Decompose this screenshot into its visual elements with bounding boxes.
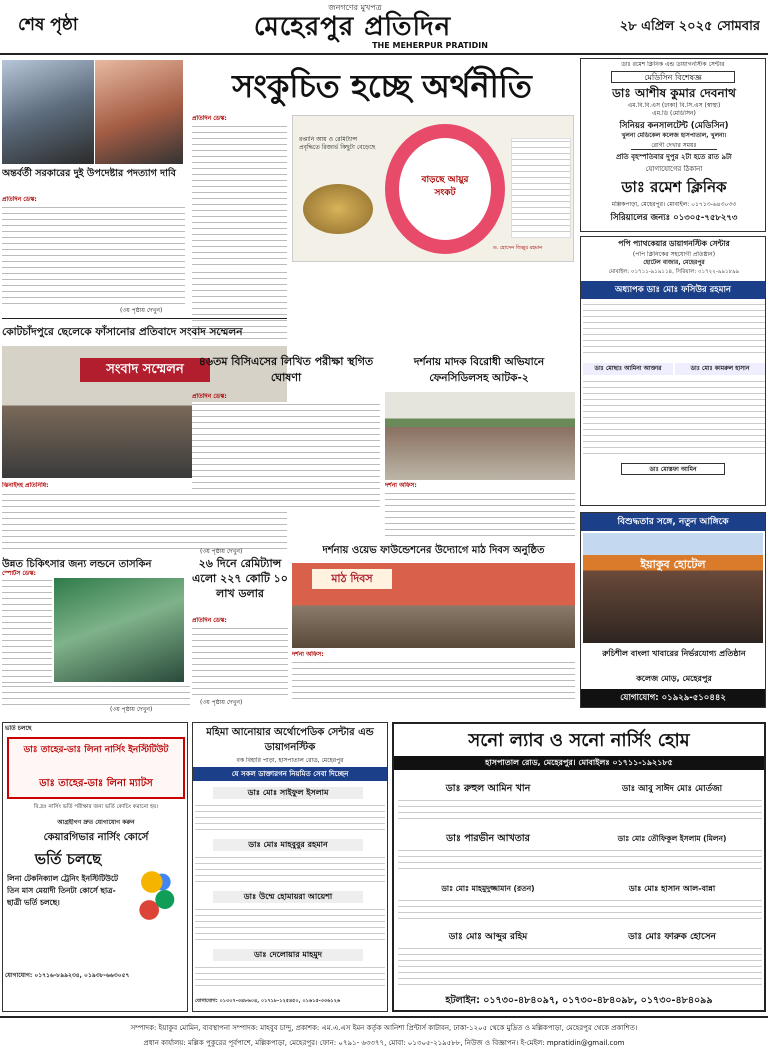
newspaper-name-en: THE MEHERPUR PRATIDIN (372, 41, 488, 50)
infographic-left-text: রপ্তানি আয় ও রেমিট্যান্স প্রবৃদ্ধিতে রিজার্ভ কিছুটা বেড়েছে (299, 136, 376, 151)
ad-medicine-visit: রোগী দেখার সময়ঃ (631, 142, 717, 150)
lead-infographic (292, 115, 574, 262)
infographic-quote-box (511, 138, 571, 238)
lead-dateline: প্রতিদিন ডেস্ক: (192, 115, 227, 122)
story6-body (192, 626, 288, 698)
ad-nursing-course: কেয়ারগিভার নার্সিং কোর্সে (43, 832, 149, 843)
ad-medicine-time: প্রতি বৃহস্পতিবার দুপুর ২টা হতে রাত ৯টা (616, 153, 732, 161)
ad-sono-doc8: ডাঃ মোঃ ফারুক হোসেন (628, 932, 716, 942)
ad-medicine (580, 58, 766, 232)
story5-photo (54, 578, 184, 682)
ad-sono-body4 (398, 946, 762, 988)
ad-hotel-sign: ইয়াকুব হোটেল (640, 558, 706, 571)
story2-jump: (৩য় পৃষ্ঠায় দেখুন) (200, 548, 243, 555)
ad-popular-doc1: ডাঃ মোছাঃ আমিনা আক্তার (583, 363, 673, 375)
ad-popular-title: পপি প্যাথকেয়ার ডায়াগনস্টিক সেন্টার (618, 239, 730, 248)
story6-jump: (৩য় পৃষ্ঠায় দেখুন) (200, 699, 243, 706)
ad-nursing-label: ভর্তি চলছে (5, 725, 32, 732)
ad-medicine-specialty: মেডিসিন বিশেষজ্ঞ (611, 71, 735, 83)
ad-sono-doc4: ডাঃ মোঃ তৌফিকুল ইসলাম (মিলন) (617, 834, 727, 843)
story7-photo-banner: মাঠ দিবস (312, 569, 392, 589)
story5-jump: (৩য় পৃষ্ঠায় দেখুন) (110, 706, 153, 713)
story2-dateline: ঝিনাইদহ প্রতিনিধি: (2, 482, 49, 489)
ad-popular-phone: মোবাইল: ০১৭১১-৯১৯১১৪, সিরিয়াল: ০১৭২২-৯৯১৮৯৯ (608, 269, 740, 275)
advisor-photo-right (95, 60, 183, 164)
ad-sono-doc7: ডাঃ মোঃ আব্দুর রহিম (448, 932, 528, 942)
ad-sono-title: সনো ল্যাব ও সনো নার্সিং হোম (468, 730, 690, 751)
ad-popular-doc2: ডাঃ মোঃ কামরুল হাসান (675, 363, 765, 375)
ad-nursing-title2: ডাঃ তাহের-ডাঃ লিনা ম্যাটস (39, 778, 153, 789)
story4-photo (385, 392, 575, 480)
ad-sono-doc2: ডাঃ আবু সাঈদ মোঃ মোর্তজা (621, 784, 723, 794)
ad-nursing-line: বি.দ্রঃ নার্সিং ভর্তি পরীক্ষার জন্য ভর্তি কোচিং করানো হয়। (33, 804, 159, 810)
ad-medicine-degree: এম.বি.বি.এস (ঢাকা) বি.সি.এস (স্বাস্থ্য) (627, 102, 721, 109)
ad-sono-address: হাসপাতাল রোড, মেহেরপুর। মোবাইলঃ ০১৭১১-১৯২১৮৫ (394, 756, 764, 770)
lead-headline: সংকুচিত হচ্ছে অর্থনীতি (232, 67, 532, 105)
story3-dateline: প্রতিদিন ডেস্ক: (192, 393, 227, 400)
advisor-photo-left (2, 60, 94, 164)
ad-mohima-doc2: ডাঃ মোঃ মাহবুবুর রহমান (213, 839, 363, 851)
ad-popular-doctor-banner (581, 281, 765, 299)
ad-medicine-clinic: ডাঃ রমেশ ক্লিনিক (621, 178, 727, 196)
lead-body-bottom (292, 266, 574, 348)
ad-sono-doc5: ডাঃ মোঃ মাহমুদুজ্জামান (রতন) (441, 884, 535, 893)
ad-sono-body1 (398, 798, 762, 820)
infographic-center: বাড়ছে আয়ুর সংকট (421, 175, 469, 198)
ad-sono-doc1: ডাঃ রুহুল আমিন খান (445, 783, 531, 794)
story2-photo-banner: সংবাদ সম্মেলন (80, 358, 210, 382)
ad-nursing-title-box (7, 737, 185, 799)
ad-sono (392, 722, 766, 1012)
story7-photo (292, 563, 575, 648)
story5-dateline: স্পোর্টস ডেস্ক: (2, 570, 36, 577)
ad-hotel-location: কলেজ মোড়, মেহেরপুর (636, 674, 712, 683)
footer (0, 1016, 768, 1053)
ad-sono-doc3: ডাঃ পারভীন আখতার (446, 833, 530, 844)
lead-body-col1 (192, 124, 287, 267)
ad-medicine-top: ডাঃ রমেশ ক্লিনিক এন্ড ডায়াগনস্টিক সেন্টার (621, 61, 725, 68)
ad-hotel-tag: রুচিশীল বাংলা খাবারের নির্ভরযোগ্য প্রতিষ্ঠান (602, 649, 746, 658)
ad-sono-body3 (398, 898, 762, 920)
masthead-tagline: জনগণের মুখপত্র (328, 3, 382, 12)
infographic-note: ড. হোসেন জিল্লুর রহমান (493, 245, 543, 251)
ad-mohima-body3 (195, 907, 385, 943)
ad-mohima-phone: যোগাযোগ: ০১৩০৭-৩৪৮৬০৪, ০১৭১৮-১২৫৪৫০, ০১৬১৫-৩৩৬১২৬ (195, 998, 341, 1004)
ad-sono-hotline: হটলাইন: ০১৭৩০-৪৮৪০৯৭, ০১৭৩০-৪৮৪০৯৮, ০১৭৩০-৪৮৪০৯৯ (445, 995, 713, 1006)
ad-medicine-post: সিনিয়র কনসালটেন্ট (মেডিসিন) (619, 121, 729, 131)
ad-mohima-doc3: ডাঃ উম্মে হোমায়রা আয়েশা (213, 891, 363, 903)
issue-date: ২৮ এপ্রিল ২০২৫ সোমবার (619, 19, 760, 34)
story6-headline: ২৬ দিনে রেমিট্যান্স এলো ২২৭ কোটি ১০ লাখ ডলার (192, 557, 288, 600)
ad-medicine-degree2: এম.ডি (মেডিসিন) (652, 110, 696, 117)
story7-body (292, 660, 575, 702)
masthead (0, 0, 768, 55)
ad-nursing-logo (131, 861, 183, 931)
ad-sono-body2 (398, 848, 762, 870)
ad-nursing-title1: ডাঃ তাহের-ডাঃ লিনা নার্সিং ইনস্টিটিউট (23, 745, 169, 755)
ad-nursing-desc: লিনা টেকনিক্যাল ট্রেনিং ইনস্টিটিউটে তিন মাস মেয়াদী তিনটা কোর্সে ছাত্র-ছাত্রী ভর্তি চলছে। (7, 874, 119, 907)
ad-nursing-line2: আগ্রহীগণ দ্রুত যোগাযোগ করুন (57, 819, 135, 826)
story6-dateline: প্রতিদিন ডেস্ক: (192, 617, 227, 624)
infographic-coins (303, 184, 373, 234)
ad-popular-body (583, 302, 765, 357)
footer-line1: সম্পাদক: ইয়াকুব মোমিন, ব্যবস্থাপনা সম্পাদক: মাহবুব চান্দু, প্রকাশক: এম.এ.এস ইমন কর্তৃক আনিশা প্রিন্টার্স কাটাবন, ঢাকা-১২০৫ থেকে মুদ্রিত ও মল্লিকপাড়া, মেহেরপুর থেকে প্রকাশিত। (130, 1024, 638, 1032)
story7-dateline: দর্শনা অফিস: (292, 651, 324, 658)
ad-mohima (192, 722, 388, 1012)
ad-popular-address: হোটেল বাজার, মেহেরপুর (643, 259, 705, 266)
ad-medicine-doctor: ডাঃ আশীষ কুমার দেবনাথ (612, 86, 736, 100)
ad-nursing (2, 722, 188, 1012)
ad-medicine-address: মল্লিকপাড়া, মেহেরপুর। মোবাইল: ০১৭১৩-৬৪৩০৩৩ (611, 201, 737, 208)
ad-nursing-phone: যোগাযোগ: ০১৭১৬-৮৯৯২৩৪, ০১৯৩৮-৬৬৩০৫৭ (5, 972, 130, 979)
story2-headline: কোটচাঁদপুরে ছেলেকে ফাঁসানোর প্রতিবাদে সংবাদ সম্মেলন (2, 326, 243, 338)
ad-sono-doc6: ডাঃ মোঃ হাসান আল-বান্না (628, 884, 716, 893)
ad-medicine-contact-label: যোগাযোগের ঠিকানা (645, 165, 703, 173)
story1-body (2, 205, 185, 305)
ad-popular (580, 236, 766, 506)
story1-dateline: প্রতিদিন ডেস্ক: (2, 196, 37, 203)
ad-mohima-body4 (195, 965, 385, 991)
story1-headline: অন্তর্বর্তী সরকারের দুই উপদেষ্টার পদত্যাগ দাবি (2, 168, 176, 179)
ad-mohima-banner: যে সকল ডাক্তারগন নিয়মিত সেবা দিচ্ছেন (193, 767, 387, 781)
story7-headline: দর্শনায় ওয়েভ ফাউন্ডেশনের উদ্যোগে মাঠ দিবস অনুষ্ঠিত (322, 545, 545, 556)
story1-jump: (৩য় পৃষ্ঠায় দেখুন) (120, 307, 163, 314)
story4-headline: দর্শনায় মাদক বিরোধী অভিযানে ফেনসিডিলসহ আটক-২ (413, 356, 545, 384)
ad-medicine-serial: সিরিয়ালের জন্যঃ ০১৩০৫-৭৫৮২৭৩ (610, 213, 738, 223)
ad-mohima-doc1: ডাঃ মোঃ সাইফুল ইসলাম (213, 787, 363, 799)
story5-headline: উন্নত চিকিৎসার জন্য লন্ডনে তাসকিন (2, 559, 152, 570)
ad-mohima-body1 (195, 803, 385, 831)
section-label: শেষ পৃষ্ঠা (18, 15, 78, 35)
ad-hotel-phone: যোগাযোগ: ০১৯২৯-৫১০৪৪২ (581, 689, 765, 707)
story3-headline: ৪৬তম বিসিএসের লিখিত পরীক্ষা স্থগিত ঘোষণা (198, 355, 374, 384)
ad-popular-doc3: ডাঃ মোস্তফা আমিন (621, 463, 725, 475)
ad-mohima-body2 (195, 855, 385, 883)
story3-body (192, 402, 380, 510)
ad-popular-grid (583, 379, 765, 455)
newspaper-name: মেহেরপুর প্রতিদিন (253, 12, 452, 42)
ad-popular-sub: (পপি ক্লিনিকের সহযোগী প্রতিষ্ঠান) (632, 251, 716, 258)
story4-body (385, 491, 575, 539)
ad-mohima-title: মহিমা আনোয়ার অর্থোপেডিক সেন্টার এন্ড ডায়াগনস্টিক (206, 727, 374, 753)
ad-mohima-address: বক বিহারি পাড়া, হাসপাতাল রোড, মেহেরপুর (236, 757, 344, 764)
story5-body-bottom (2, 684, 190, 706)
ad-medicine-hospital: খুলনা মেডিকেল কলেজ হাসপাতাল, খুলনা। (621, 132, 727, 139)
ad-hotel-header: বিশুদ্ধতার সঙ্গে, নতুন আঙ্গিকে (581, 513, 765, 531)
footer-line2: প্রধান কার্যালয়: মল্লিক পুকুরের পূর্বপাশে, মল্লিকপাড়া, মেহেরপুর। ফোন: ০৭৯১- ৬৩৩৭৭, মোবা: ০১৩০৫-২১৯৫৮৮, নিউজ ও বিজ্ঞাপন। ই-মেইল: mpratidin@gmail.com (143, 1039, 625, 1047)
ad-popular-doctor: অধ্যাপক ডাঃ মোঃ ফসিউর রহমান (615, 285, 731, 295)
ad-hotel-photo (583, 533, 763, 643)
ad-mohima-doc4: ডাঃ দেলোয়ার মাহমুদ (213, 949, 363, 961)
ad-nursing-admission: ভর্তি চলছে (34, 850, 102, 868)
ad-hotel (580, 512, 766, 708)
story4-dateline: দর্শনা অফিস: (385, 482, 417, 489)
story5-body (2, 578, 52, 698)
